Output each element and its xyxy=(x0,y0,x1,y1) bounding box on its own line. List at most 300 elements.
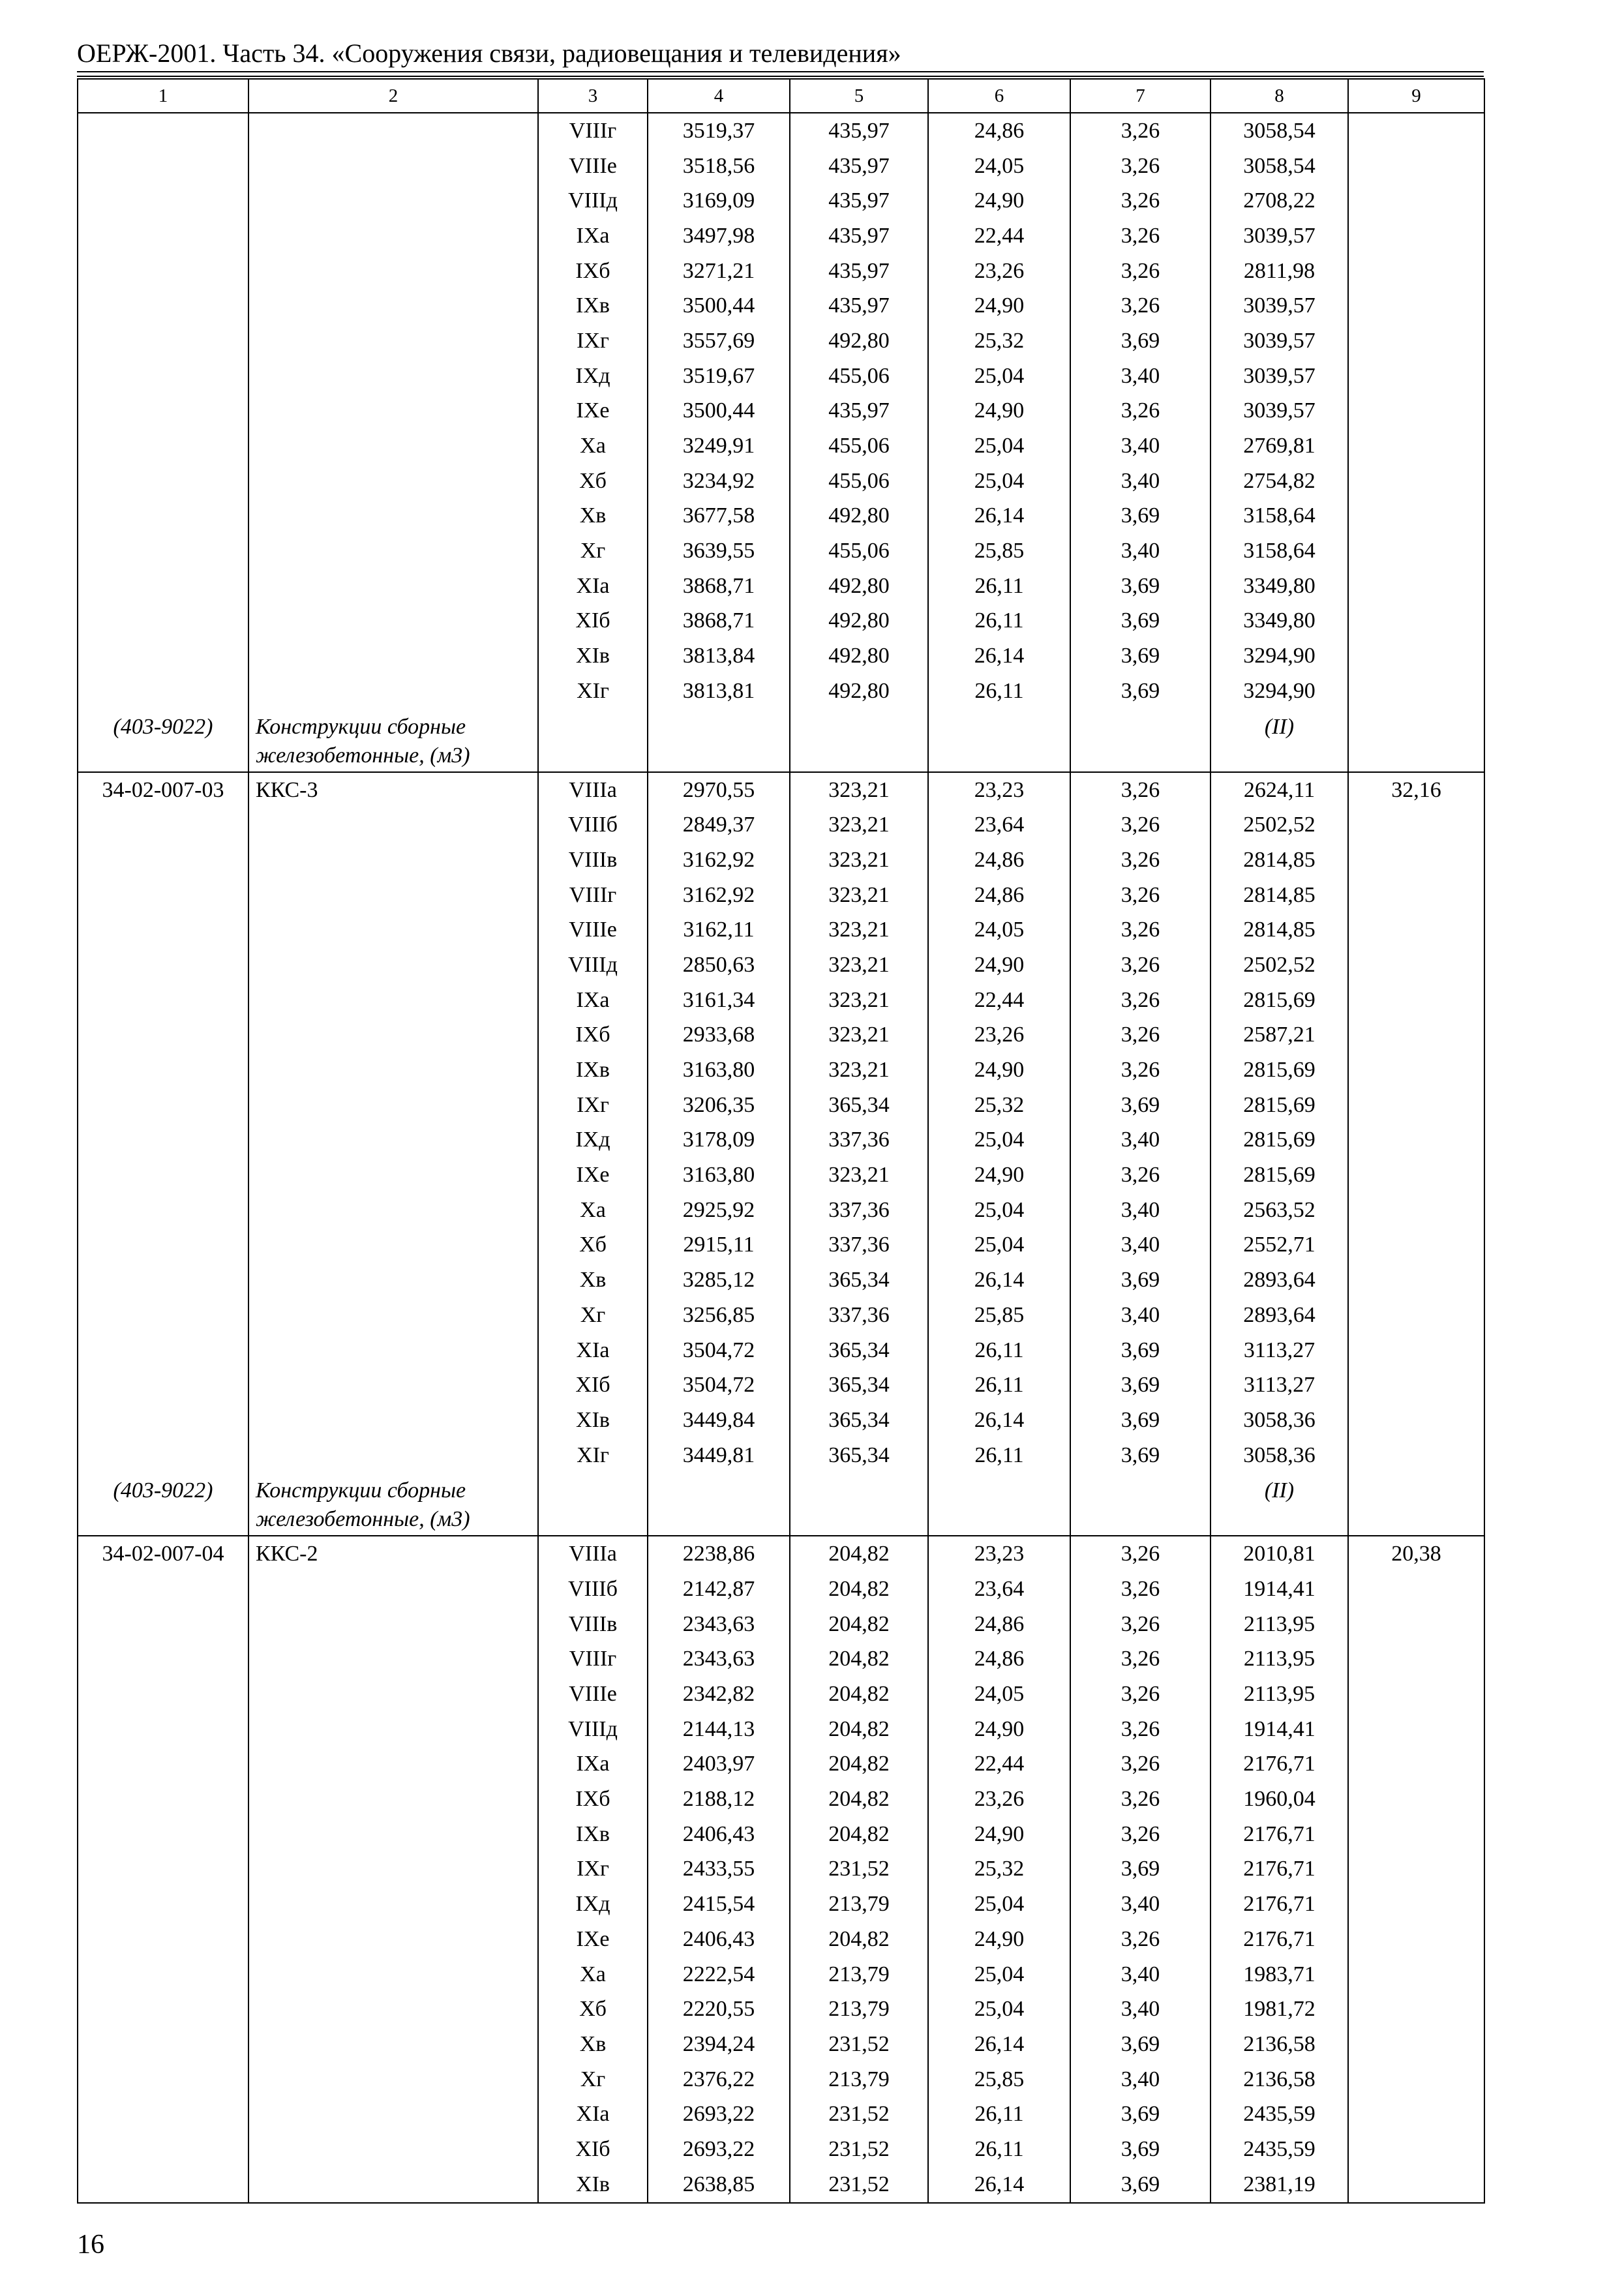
driver-wage-cell: 3,26 xyxy=(1070,1817,1210,1852)
total-cost-cell: 3504,72 xyxy=(648,1368,790,1403)
labor-hours-cell xyxy=(1348,1263,1484,1298)
item-name-cell xyxy=(248,1712,538,1747)
driver-wage-cell: 3,69 xyxy=(1070,1088,1210,1123)
table-row xyxy=(78,1088,1484,1123)
labor-cost-cell: 204,82 xyxy=(790,1536,928,1572)
table-row xyxy=(78,604,1484,639)
zone-cell: Xг xyxy=(538,533,648,569)
machine-cost-cell: 26,14 xyxy=(928,1403,1070,1438)
driver-wage-cell: 3,40 xyxy=(1070,1193,1210,1228)
total-cost-cell: 3249,91 xyxy=(648,428,790,464)
zone-cell: IXа xyxy=(538,983,648,1018)
table-row xyxy=(78,533,1484,569)
zone-cell: Xг xyxy=(538,1298,648,1333)
labor-hours-cell xyxy=(1348,1677,1484,1712)
labor-hours-cell: 20,38 xyxy=(1348,1536,1484,1572)
total-cost-cell: 2850,63 xyxy=(648,948,790,983)
zone-cell: VIIIе xyxy=(538,149,648,184)
rate-code-cell xyxy=(78,149,248,184)
table-row xyxy=(78,1607,1484,1642)
total-cost-cell: 2220,55 xyxy=(648,1992,790,2027)
material-cost-cell: 3039,57 xyxy=(1210,394,1348,429)
labor-cost-cell: 492,80 xyxy=(790,323,928,359)
total-cost-cell: 2394,24 xyxy=(648,2027,790,2062)
table-row xyxy=(78,843,1484,878)
item-name-cell xyxy=(248,1053,538,1088)
zone-cell: XIб xyxy=(538,2132,648,2167)
item-name-cell xyxy=(248,1018,538,1053)
rate-code-cell xyxy=(78,1018,248,1053)
rates-table xyxy=(77,78,1485,2204)
labor-cost-cell: 435,97 xyxy=(790,254,928,289)
labor-hours-cell xyxy=(1348,948,1484,983)
total-cost-cell: 2433,55 xyxy=(648,1852,790,1887)
rate-code-cell xyxy=(78,1852,248,1887)
machine-cost-cell: 24,90 xyxy=(928,1922,1070,1957)
machine-cost-cell: 26,11 xyxy=(928,1368,1070,1403)
rate-code-cell xyxy=(78,569,248,604)
rate-code-cell xyxy=(78,288,248,323)
machine-cost-cell: 25,04 xyxy=(928,1992,1070,2027)
driver-wage-cell: 3,69 xyxy=(1070,604,1210,639)
labor-cost-cell: 337,36 xyxy=(790,1123,928,1158)
machine-cost-cell: 25,04 xyxy=(928,1123,1070,1158)
material-cost-cell: 2815,69 xyxy=(1210,1123,1348,1158)
driver-wage-cell: 3,40 xyxy=(1070,464,1210,499)
table-row xyxy=(78,1228,1484,1263)
material-cost-cell: 2708,22 xyxy=(1210,183,1348,218)
total-cost-cell: 3162,92 xyxy=(648,843,790,878)
table-row xyxy=(78,2097,1484,2132)
labor-hours-cell xyxy=(1348,323,1484,359)
driver-wage-cell: 3,26 xyxy=(1070,1158,1210,1193)
machine-cost-cell: 22,44 xyxy=(928,218,1070,254)
labor-hours-cell xyxy=(1348,1572,1484,1607)
table-row xyxy=(78,878,1484,913)
rate-code-cell xyxy=(78,1333,248,1368)
rate-code-cell xyxy=(78,1088,248,1123)
driver-wage-cell: 3,40 xyxy=(1070,2062,1210,2097)
labor-hours-cell xyxy=(1348,394,1484,429)
labor-hours-cell xyxy=(1348,1018,1484,1053)
zone-cell xyxy=(538,1473,648,1536)
table-row xyxy=(78,183,1484,218)
labor-hours-cell: 32,16 xyxy=(1348,772,1484,808)
driver-wage-cell: 3,69 xyxy=(1070,1403,1210,1438)
machine-cost-cell: 23,26 xyxy=(928,254,1070,289)
labor-cost-cell: 323,21 xyxy=(790,878,928,913)
labor-hours-cell xyxy=(1348,254,1484,289)
driver-wage-cell: 3,26 xyxy=(1070,1642,1210,1677)
total-cost-cell: 3868,71 xyxy=(648,569,790,604)
zone-cell: XIг xyxy=(538,674,648,709)
zone-cell: Xв xyxy=(538,499,648,534)
labor-hours-cell xyxy=(1348,2062,1484,2097)
item-name-cell xyxy=(248,323,538,359)
rate-code-cell xyxy=(78,1123,248,1158)
driver-wage-cell: 3,69 xyxy=(1070,499,1210,534)
rate-code-cell xyxy=(78,912,248,948)
table-row xyxy=(78,1193,1484,1228)
total-cost-cell: 3162,92 xyxy=(648,878,790,913)
machine-cost-cell: 24,90 xyxy=(928,288,1070,323)
total-cost-cell: 2343,63 xyxy=(648,1642,790,1677)
item-name-cell xyxy=(248,843,538,878)
rate-code-cell xyxy=(78,1572,248,1607)
rate-code-cell: (403-9022) xyxy=(78,709,248,772)
labor-cost-cell: 204,82 xyxy=(790,1642,928,1677)
material-cost-cell: 3058,54 xyxy=(1210,149,1348,184)
table-row xyxy=(78,394,1484,429)
labor-hours-cell xyxy=(1348,1712,1484,1747)
total-cost-cell: 2693,22 xyxy=(648,2097,790,2132)
column-number: 7 xyxy=(1070,79,1210,113)
material-cost-cell: 2815,69 xyxy=(1210,1088,1348,1123)
machine-cost-cell: 24,86 xyxy=(928,878,1070,913)
total-cost-cell: 2342,82 xyxy=(648,1677,790,1712)
driver-wage-cell: 3,26 xyxy=(1070,1572,1210,1607)
zone-cell: IXе xyxy=(538,394,648,429)
machine-cost-cell: 26,14 xyxy=(928,499,1070,534)
material-cost-cell: 2502,52 xyxy=(1210,807,1348,843)
item-name-cell xyxy=(248,1817,538,1852)
item-name-cell xyxy=(248,533,538,569)
machine-cost-cell: 25,04 xyxy=(928,359,1070,394)
total-cost-cell: 2376,22 xyxy=(648,2062,790,2097)
zone-cell: VIIIа xyxy=(538,1536,648,1572)
material-cost-cell: 3294,90 xyxy=(1210,674,1348,709)
item-name-cell xyxy=(248,2027,538,2062)
driver-wage-cell: 3,26 xyxy=(1070,183,1210,218)
zone-cell: Xв xyxy=(538,2027,648,2062)
item-name-cell xyxy=(248,1782,538,1817)
rate-code-cell xyxy=(78,1677,248,1712)
item-name-cell xyxy=(248,1298,538,1333)
zone-cell: VIIIе xyxy=(538,912,648,948)
material-cost-cell: 1960,04 xyxy=(1210,1782,1348,1817)
material-cost-cell: 2502,52 xyxy=(1210,948,1348,983)
item-name-cell xyxy=(248,1158,538,1193)
total-cost-cell xyxy=(648,1473,790,1536)
material-cost-cell: 2113,95 xyxy=(1210,1642,1348,1677)
labor-cost-cell: 323,21 xyxy=(790,843,928,878)
rate-code-cell xyxy=(78,878,248,913)
total-cost-cell: 3178,09 xyxy=(648,1123,790,1158)
labor-hours-cell xyxy=(1348,1088,1484,1123)
table-row xyxy=(78,1053,1484,1088)
zone-cell: VIIIд xyxy=(538,948,648,983)
material-cost-cell: 2435,59 xyxy=(1210,2097,1348,2132)
zone-cell: IXг xyxy=(538,1852,648,1887)
material-cost-cell: 2176,71 xyxy=(1210,1747,1348,1782)
labor-cost-cell: 323,21 xyxy=(790,772,928,808)
labor-cost-cell: 213,79 xyxy=(790,2062,928,2097)
machine-cost-cell: 24,90 xyxy=(928,394,1070,429)
labor-cost-cell: 204,82 xyxy=(790,1922,928,1957)
rate-code-cell xyxy=(78,1712,248,1747)
rate-code-cell xyxy=(78,674,248,709)
labor-hours-cell xyxy=(1348,2097,1484,2132)
rate-code-cell xyxy=(78,359,248,394)
rate-code-cell xyxy=(78,948,248,983)
material-cost-cell: 2136,58 xyxy=(1210,2062,1348,2097)
machine-cost-cell: 24,86 xyxy=(928,1607,1070,1642)
rate-code-cell xyxy=(78,1368,248,1403)
machine-cost-cell: 24,86 xyxy=(928,113,1070,149)
zone-cell: VIIIб xyxy=(538,1572,648,1607)
column-number: 5 xyxy=(790,79,928,113)
page-number: 16 xyxy=(77,2230,104,2260)
item-name-cell xyxy=(248,948,538,983)
rate-code-cell xyxy=(78,2027,248,2062)
driver-wage-cell: 3,69 xyxy=(1070,1852,1210,1887)
material-cost-cell: 2814,85 xyxy=(1210,878,1348,913)
labor-cost-cell: 204,82 xyxy=(790,1747,928,1782)
rate-code-cell xyxy=(78,1158,248,1193)
total-cost-cell: 2142,87 xyxy=(648,1572,790,1607)
labor-hours-cell xyxy=(1348,1992,1484,2027)
table-row xyxy=(78,2167,1484,2203)
item-name-cell xyxy=(248,1123,538,1158)
machine-cost-cell: 25,85 xyxy=(928,533,1070,569)
table-row xyxy=(78,1782,1484,1817)
header-rule-top xyxy=(77,71,1484,72)
table-row xyxy=(78,113,1484,149)
table-row xyxy=(78,1123,1484,1158)
rate-code-cell xyxy=(78,113,248,149)
zone-cell: Xа xyxy=(538,1957,648,1992)
zone-cell: VIIIд xyxy=(538,183,648,218)
labor-cost-cell: 231,52 xyxy=(790,2027,928,2062)
labor-cost-cell: 492,80 xyxy=(790,569,928,604)
table-row xyxy=(78,569,1484,604)
total-cost-cell: 3163,80 xyxy=(648,1053,790,1088)
labor-hours-cell xyxy=(1348,149,1484,184)
material-cost-cell: 2769,81 xyxy=(1210,428,1348,464)
labor-cost-cell: 231,52 xyxy=(790,2097,928,2132)
material-cost-cell: 3158,64 xyxy=(1210,533,1348,569)
total-cost-cell: 2925,92 xyxy=(648,1193,790,1228)
labor-cost-cell: 204,82 xyxy=(790,1607,928,1642)
material-cost-cell: 1983,71 xyxy=(1210,1957,1348,1992)
total-cost-cell: 3868,71 xyxy=(648,604,790,639)
material-cost-cell: 3349,80 xyxy=(1210,604,1348,639)
material-cost-cell: 2176,71 xyxy=(1210,1922,1348,1957)
driver-wage-cell: 3,69 xyxy=(1070,638,1210,674)
total-cost-cell: 2638,85 xyxy=(648,2167,790,2203)
driver-wage-cell: 3,26 xyxy=(1070,1536,1210,1572)
machine-cost-cell: 25,04 xyxy=(928,1887,1070,1922)
rate-code-cell xyxy=(78,2062,248,2097)
table-row xyxy=(78,323,1484,359)
rate-code-cell xyxy=(78,1887,248,1922)
total-cost-cell: 3500,44 xyxy=(648,288,790,323)
machine-cost-cell: 25,32 xyxy=(928,1852,1070,1887)
labor-hours-cell xyxy=(1348,878,1484,913)
table-row xyxy=(78,1263,1484,1298)
driver-wage-cell: 3,69 xyxy=(1070,569,1210,604)
machine-cost-cell: 26,14 xyxy=(928,638,1070,674)
driver-wage-cell: 3,69 xyxy=(1070,1263,1210,1298)
item-name-cell: ККС-3 xyxy=(248,772,538,808)
table-row xyxy=(78,983,1484,1018)
labor-hours-cell xyxy=(1348,912,1484,948)
total-cost-cell xyxy=(648,709,790,772)
zone-cell: XIв xyxy=(538,2167,648,2203)
labor-hours-cell xyxy=(1348,1642,1484,1677)
total-cost-cell: 2970,55 xyxy=(648,772,790,808)
machine-cost-cell: 23,64 xyxy=(928,807,1070,843)
rate-code-cell xyxy=(78,1607,248,1642)
labor-cost-cell: 231,52 xyxy=(790,1852,928,1887)
zone-cell: IXб xyxy=(538,1782,648,1817)
table-row xyxy=(78,1018,1484,1053)
total-cost-cell: 3256,85 xyxy=(648,1298,790,1333)
table-row xyxy=(78,1572,1484,1607)
zone-cell: Xа xyxy=(538,1193,648,1228)
labor-cost-cell: 435,97 xyxy=(790,183,928,218)
machine-cost-cell: 25,85 xyxy=(928,1298,1070,1333)
zone-cell: IXа xyxy=(538,1747,648,1782)
driver-wage-cell: 3,26 xyxy=(1070,113,1210,149)
driver-wage-cell: 3,40 xyxy=(1070,1887,1210,1922)
item-name-cell xyxy=(248,1333,538,1368)
rate-code-cell xyxy=(78,533,248,569)
item-name-cell xyxy=(248,878,538,913)
table-row xyxy=(78,1158,1484,1193)
driver-wage-cell: 3,26 xyxy=(1070,1053,1210,1088)
labor-hours-cell xyxy=(1348,1298,1484,1333)
labor-cost-cell: 323,21 xyxy=(790,983,928,1018)
material-cost-cell: 2010,81 xyxy=(1210,1536,1348,1572)
driver-wage-cell: 3,40 xyxy=(1070,1228,1210,1263)
total-cost-cell: 3519,37 xyxy=(648,113,790,149)
labor-cost-cell: 323,21 xyxy=(790,1018,928,1053)
item-name-cell xyxy=(248,1228,538,1263)
material-cost-cell: 1981,72 xyxy=(1210,1992,1348,2027)
driver-wage-cell: 3,26 xyxy=(1070,843,1210,878)
driver-wage-cell: 3,69 xyxy=(1070,1438,1210,1473)
zone-cell: IXа xyxy=(538,218,648,254)
labor-hours-cell xyxy=(1348,604,1484,639)
zone-cell: VIIIв xyxy=(538,843,648,878)
labor-cost-cell: 365,34 xyxy=(790,1368,928,1403)
item-name-cell xyxy=(248,1263,538,1298)
material-cost-cell: (II) xyxy=(1210,709,1348,772)
table-row xyxy=(78,807,1484,843)
machine-cost-cell: 24,90 xyxy=(928,1053,1070,1088)
material-cost-cell: 2893,64 xyxy=(1210,1298,1348,1333)
labor-hours-cell xyxy=(1348,983,1484,1018)
material-cost-cell: 3039,57 xyxy=(1210,323,1348,359)
labor-cost-cell: 231,52 xyxy=(790,2132,928,2167)
item-name-cell: ККС-2 xyxy=(248,1536,538,1572)
driver-wage-cell: 3,26 xyxy=(1070,983,1210,1018)
driver-wage-cell: 3,26 xyxy=(1070,1607,1210,1642)
material-cost-cell: 3158,64 xyxy=(1210,499,1348,534)
driver-wage-cell: 3,26 xyxy=(1070,772,1210,808)
material-cost-cell: 3039,57 xyxy=(1210,218,1348,254)
total-cost-cell: 2343,63 xyxy=(648,1607,790,1642)
item-name-cell xyxy=(248,2062,538,2097)
table-row xyxy=(78,1368,1484,1403)
rate-code-cell xyxy=(78,807,248,843)
driver-wage-cell: 3,26 xyxy=(1070,878,1210,913)
item-name-cell xyxy=(248,113,538,149)
labor-hours-cell xyxy=(1348,499,1484,534)
labor-hours-cell xyxy=(1348,1607,1484,1642)
material-cost-cell: 2113,95 xyxy=(1210,1677,1348,1712)
material-cost-cell: 2176,71 xyxy=(1210,1887,1348,1922)
zone-cell: IXб xyxy=(538,1018,648,1053)
zone-cell: IXе xyxy=(538,1158,648,1193)
item-name-cell xyxy=(248,1852,538,1887)
machine-cost-cell: 25,04 xyxy=(928,464,1070,499)
zone-cell: IXд xyxy=(538,359,648,394)
driver-wage-cell: 3,69 xyxy=(1070,674,1210,709)
material-note-row xyxy=(78,1473,1484,1536)
rate-code-cell xyxy=(78,1817,248,1852)
material-note-row xyxy=(78,709,1484,772)
zone-cell: IXг xyxy=(538,1088,648,1123)
material-cost-cell: 3113,27 xyxy=(1210,1368,1348,1403)
table-row xyxy=(78,149,1484,184)
labor-cost-cell: 204,82 xyxy=(790,1712,928,1747)
item-name-cell xyxy=(248,149,538,184)
labor-cost-cell: 213,79 xyxy=(790,1887,928,1922)
labor-hours-cell xyxy=(1348,218,1484,254)
driver-wage-cell: 3,26 xyxy=(1070,1712,1210,1747)
total-cost-cell: 3677,58 xyxy=(648,499,790,534)
item-name-cell xyxy=(248,464,538,499)
zone-cell: Xб xyxy=(538,1992,648,2027)
table-row xyxy=(78,674,1484,709)
rate-code-cell xyxy=(78,2132,248,2167)
header-rule-bottom xyxy=(77,76,1484,77)
table-row xyxy=(78,1642,1484,1677)
labor-hours-cell xyxy=(1348,183,1484,218)
labor-hours-cell xyxy=(1348,1403,1484,1438)
table-row xyxy=(78,638,1484,674)
machine-cost-cell: 25,32 xyxy=(928,323,1070,359)
driver-wage-cell: 3,69 xyxy=(1070,2097,1210,2132)
rate-code-cell xyxy=(78,1228,248,1263)
total-cost-cell: 2144,13 xyxy=(648,1712,790,1747)
machine-cost-cell: 23,26 xyxy=(928,1782,1070,1817)
rate-code-cell: (403-9022) xyxy=(78,1473,248,1536)
zone-cell: IXб xyxy=(538,254,648,289)
table-row xyxy=(78,1333,1484,1368)
zone-cell: VIIIе xyxy=(538,1677,648,1712)
total-cost-cell: 3518,56 xyxy=(648,149,790,184)
item-name-cell xyxy=(248,499,538,534)
material-cost-cell: (II) xyxy=(1210,1473,1348,1536)
machine-cost-cell: 24,90 xyxy=(928,183,1070,218)
machine-cost-cell: 26,11 xyxy=(928,674,1070,709)
labor-cost-cell: 365,34 xyxy=(790,1438,928,1473)
item-name-cell xyxy=(248,983,538,1018)
labor-hours-cell xyxy=(1348,843,1484,878)
zone-cell: Xа xyxy=(538,428,648,464)
rate-code-cell xyxy=(78,464,248,499)
rate-code-cell xyxy=(78,218,248,254)
labor-cost-cell: 337,36 xyxy=(790,1228,928,1263)
table-row xyxy=(78,1992,1484,2027)
table-row xyxy=(78,1677,1484,1712)
material-cost-cell: 3039,57 xyxy=(1210,359,1348,394)
labor-cost-cell: 204,82 xyxy=(790,1817,928,1852)
machine-cost-cell: 26,11 xyxy=(928,569,1070,604)
